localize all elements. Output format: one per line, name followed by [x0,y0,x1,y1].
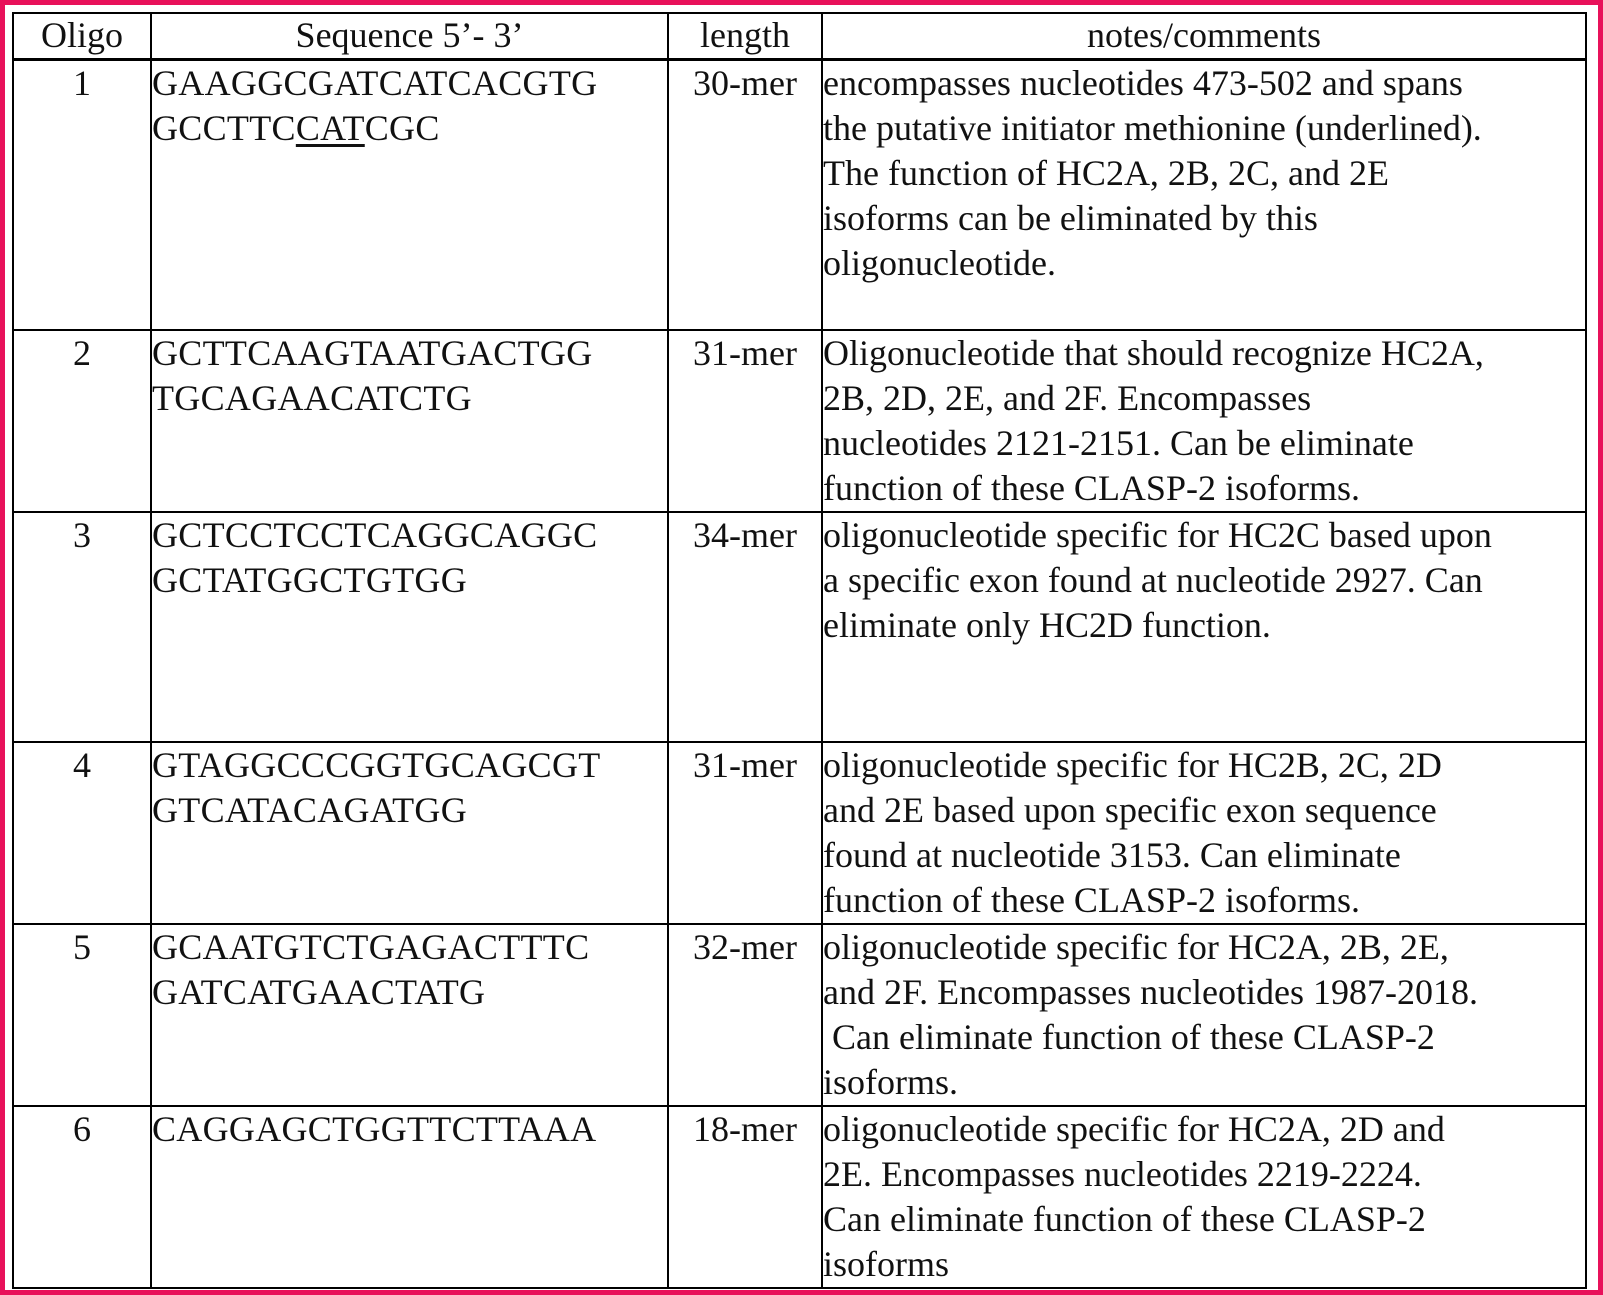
notes-cell [822,742,1586,924]
notes-cell [822,60,1586,331]
sequence-line: GATCATGAACTATG [152,972,486,1012]
note-line: function of these CLASP-2 isoforms. [823,880,1360,920]
sequence-segment: CGC [364,108,440,148]
oligo-number: 5 [13,924,151,1106]
note-line: oligonucleotide specific for HC2A, 2B, 2E, [823,927,1449,967]
header-notes: notes/comments [822,13,1586,60]
notes-cell [822,924,1586,1106]
note-line: a specific exon found at nucleotide 2927. Can [823,560,1483,600]
note-line: isoforms. [823,1062,958,1102]
sequence-line: TGCAGAACATCTG [152,378,472,418]
sequence-line: GCTTCAAGTAATGACTGG [152,333,593,373]
initiator-methionine-codon: CAT [295,108,365,148]
sequence-line: GTCATACAGATGG [152,790,468,830]
note-line: 2B, 2D, 2E, and 2F. Encompasses [823,378,1312,418]
note-line: the putative initiator methionine (underlined). [823,108,1482,148]
length-cell: 31-mer [668,330,822,512]
length-cell: 32-mer [668,924,822,1106]
note-line: encompasses nucleotides 473-502 and spans [823,63,1463,103]
note-line: isoforms can be eliminated by this [823,198,1318,238]
header-length: length [668,13,822,60]
note-line: isoforms [823,1244,949,1284]
note-line: 2E. Encompasses nucleotides 2219-2224. [823,1154,1422,1194]
note-line: oligonucleotide. [823,243,1056,283]
note-line: oligonucleotide specific for HC2B, 2C, 2D [823,745,1442,785]
sequence-line: CAGGAGCTGGTTCTTAAA [152,1109,597,1149]
note-line: The function of HC2A, 2B, 2C, and 2E [823,153,1389,193]
oligo-number: 1 [13,60,151,331]
note-line: and 2E based upon specific exon sequence [823,790,1437,830]
sequence-segment: GCCTTC [152,108,296,148]
table-row [13,60,1586,331]
note-line: and 2F. Encompasses nucleotides 1987-2018. [823,972,1479,1012]
length-cell: 31-mer [668,742,822,924]
oligo-number: 4 [13,742,151,924]
length-cell: 34-mer [668,512,822,742]
table-row [13,742,1586,924]
note-line: found at nucleotide 3153. Can eliminate [823,835,1401,875]
notes-cell [822,1106,1586,1288]
sequence-cell [151,330,668,512]
table-header-row [13,13,1586,60]
sequence-line: GCTATGGCTGTGG [152,560,467,600]
note-line: oligonucleotide specific for HC2C based upon [823,515,1492,555]
sequence-line: GCTCCTCCTCAGGCAGGC [152,515,598,555]
sequence-line [152,106,667,151]
length-cell: 30-mer [668,60,822,331]
notes-cell [822,512,1586,742]
note-line: Can eliminate function of these CLASP-2 [823,1199,1426,1239]
table-row [13,924,1586,1106]
oligo-number: 2 [13,330,151,512]
notes-cell [822,330,1586,512]
table-row [13,330,1586,512]
note-line: function of these CLASP-2 isoforms. [823,468,1360,508]
sequence-cell [151,60,668,331]
sequence-cell [151,1106,668,1288]
oligo-number: 6 [13,1106,151,1288]
note-line: oligonucleotide specific for HC2A, 2D and [823,1109,1445,1149]
table-row [13,512,1586,742]
note-line: Can eliminate function of these CLASP-2 [823,1017,1435,1057]
note-line: Oligonucleotide that should recognize HC2A, [823,333,1484,373]
sequence-line: GAAGGCGATCATCACGTG [152,63,598,103]
sequence-line: GCAATGTCTGAGACTTTC [152,927,590,967]
oligonucleotide-table [12,12,1587,1289]
sequence-cell [151,742,668,924]
sequence-cell [151,512,668,742]
note-line: nucleotides 2121-2151. Can be eliminate [823,423,1414,463]
sequence-line: GTAGGCCCGGTGCAGCGT [152,745,601,785]
header-oligo: Oligo [13,13,151,60]
table-row [13,1106,1586,1288]
sequence-cell [151,924,668,1106]
oligo-number: 3 [13,512,151,742]
length-cell: 18-mer [668,1106,822,1288]
header-sequence: Sequence 5’- 3’ [151,13,668,60]
note-line: eliminate only HC2D function. [823,605,1271,645]
